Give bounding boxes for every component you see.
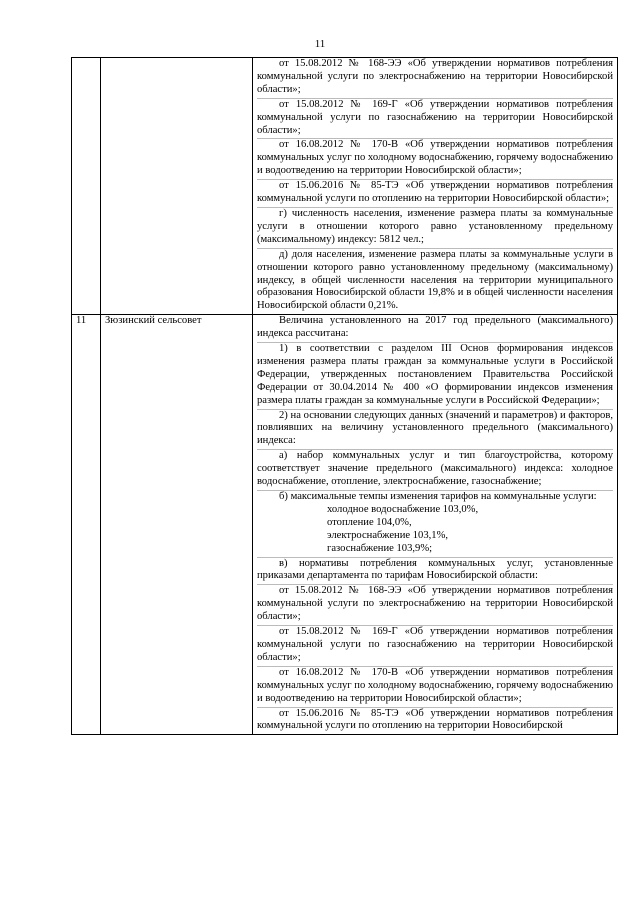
paragraph: 1) в соответствии с разделом III Основ формирования индексов изменения размера платы граждан за коммунальные услуги в Российской Федерации, утвержденных постановлением Правительства Российской Федерации от 30.04.2014 № 400 «О формировании индексов изменения размера платы граждан за коммунальные услуги в Российской Федерации»; xyxy=(257,343,613,410)
paragraph: от 16.08.2012 № 170-В «Об утверждении нормативов потребления коммунальных услуг по холодному водоснабжению, горячему водоснабжению и водоотведению на территории Новосибирской области»; xyxy=(257,667,613,708)
paragraph: Величина установленного на 2017 год предельного (максимального) индекса рассчитана: xyxy=(257,315,613,343)
paragraph: от 15.08.2012 № 169-Г «Об утверждении нормативов потребления коммунальной услуги по газоснабжению на территории Новосибирской области»; xyxy=(257,99,613,140)
paragraph: 2) на основании следующих данных (значений и параметров) и факторов, повлиявших на величину установленного предельного (максимального) индекса: xyxy=(257,410,613,451)
paragraph: от 15.08.2012 № 168-ЭЭ «Об утверждении нормативов потребления коммунальной услуги по электроснабжению на территории Новосибирской области»; xyxy=(257,585,613,626)
tariff-item: отопление 104,0%, xyxy=(327,516,412,528)
paragraph: от 16.08.2012 № 170-В «Об утверждении нормативов потребления коммунальных услуг по холодному водоснабжению, горячему водоснабжению и водоотведению на территории Новосибирской области»; xyxy=(257,139,613,180)
calculation-cell xyxy=(253,58,618,315)
tariff-item: холодное водоснабжение 103,0%, xyxy=(327,503,479,515)
paragraph: от 15.06.2016 № 85-ТЭ «Об утверждении нормативов потребления коммунальной услуги по отоплению на территории Новосибирской xyxy=(257,707,613,732)
paragraph: г) численность населения, изменение размера платы за коммунальные услуги в отношении которого равно установленному предельному (максимальному) индексу: 5812 чел.; xyxy=(257,208,613,249)
municipality-cell xyxy=(101,58,253,315)
row-number-cell: 11 xyxy=(72,315,101,735)
row-number-cell xyxy=(72,58,101,315)
tariff-block xyxy=(257,491,613,558)
paragraph: б) максимальные темпы изменения тарифов на коммунальные услуги: xyxy=(279,491,597,502)
paragraph: а) набор коммунальных услуг и тип благоустройства, которому соответствует значение предельного (максимального) индекса: холодное водоснабжение, отопление, электроснабжение, газоснабжение; xyxy=(257,450,613,491)
paragraph: д) доля населения, изменение размера платы за коммунальные услуги в отношении которого равно установленному предельному (максимальному) индексу, в общей численности населения на территории муниципального образования Новосибирской области 19,8% и в общей численности населения Новосибирской области 0,21%. xyxy=(257,248,613,312)
tariff-item: электроснабжение 103,1%, xyxy=(327,529,449,541)
paragraph: от 15.08.2012 № 168-ЭЭ «Об утверждении нормативов потребления коммунальной услуги по электроснабжению на территории Новосибирской области»; xyxy=(257,58,613,99)
paragraph: от 15.06.2016 № 85-ТЭ «Об утверждении нормативов потребления коммунальной услуги по отоплению на территории Новосибирской области»; xyxy=(257,180,613,208)
paragraph: в) нормативы потребления коммунальных услуг, установленные приказами департамента по тарифам Новосибирской области: xyxy=(257,558,613,586)
table-row xyxy=(72,58,618,315)
tariff-item: газоснабжение 103,9%; xyxy=(327,542,433,554)
index-table xyxy=(71,57,618,735)
paragraph: от 15.08.2012 № 169-Г «Об утверждении нормативов потребления коммунальной услуги по газоснабжению на территории Новосибирской области»; xyxy=(257,626,613,667)
calculation-cell xyxy=(253,315,618,735)
page-number: 11 xyxy=(314,38,326,50)
municipality-cell: Зюзинский сельсовет xyxy=(101,315,253,735)
table-row xyxy=(72,315,618,735)
